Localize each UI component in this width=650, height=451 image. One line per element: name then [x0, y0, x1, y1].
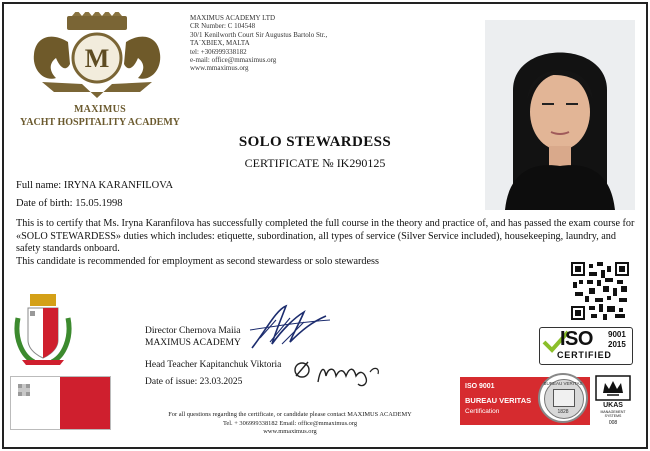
director-academy: MAXIMUS ACADEMY: [145, 338, 241, 348]
footer-web: www.mmaximus.org: [263, 428, 317, 436]
certificate-statement: This is to certify that Ms. Iryna Karanfilova has successfully completed the full course in the theory and practice of, and has passed the exam course for «SOLO STEWARDESS» duties which includes: etiquette, subordination, all types of service (Silver Service included), housekeeping, laundry, and safety standards onboard.: [16, 218, 635, 255]
address-cr-number: CR Number: C 104548: [190, 22, 256, 31]
head-teacher-label: Head Teacher Kapitanchuk Viktoria: [145, 360, 282, 370]
bv-seal: [538, 373, 588, 423]
full-name: Full name: IRYNA KARANFILOVA: [16, 180, 174, 191]
certificate-body: [16, 218, 636, 268]
lion-crest-icon: [22, 12, 172, 104]
ukas-badge: [593, 375, 633, 429]
bv-seal-text: BUREAU VERITAS: [543, 381, 583, 386]
address-email: e-mail: office@mmaximus.org: [190, 56, 277, 65]
malta-flag-icon: [10, 376, 111, 430]
ukas-number: 008: [608, 420, 618, 426]
ukas-label: UKAS: [603, 402, 623, 409]
address-web: www.mmaximus.org: [190, 64, 249, 73]
iso-number: 9001: [608, 330, 626, 339]
date-of-birth: Date of birth: 15.05.1998: [16, 198, 123, 209]
address-street: 30/1 Kenilworth Court Sir Augustus Bartolo Str.,: [190, 30, 328, 39]
iso-certified-badge: [539, 327, 633, 365]
footer-contact-line: For all questions regarding the certificate, or candidate please contact MAXIMUS ACADEMY: [168, 411, 412, 418]
signature-director: [246, 300, 332, 352]
director-label: Director Chernova Maiia: [145, 326, 241, 336]
bv-iso: ISO 9001: [465, 383, 495, 390]
iso-label: ISO: [560, 328, 593, 350]
footer-tel-email: Tel. + 306999338182 Email: office@mmaximus.org: [222, 419, 358, 427]
certificate-number: CERTIFICATE № IK290125: [244, 156, 386, 170]
address-tel: tel: +306999338182: [190, 47, 247, 56]
iso-year: 2015: [608, 340, 626, 349]
ukas-crown-icon: [595, 375, 631, 401]
bureau-veritas-badge: [460, 377, 590, 425]
bv-seal-year: 1828: [557, 409, 569, 415]
candidate-photo: [485, 20, 635, 210]
address-block: [190, 14, 410, 73]
malta-coat-of-arms-icon: [14, 294, 72, 366]
qr-code-icon: [571, 262, 629, 320]
iso-certified-label: CERTIFIED: [557, 350, 612, 360]
address-city: TA`XBIEX, MALTA: [190, 39, 250, 48]
signature-head-teacher: [292, 354, 384, 390]
footer: [120, 411, 460, 437]
crest-initial: M: [84, 44, 110, 73]
academy-name: MAXIMUS: [73, 104, 127, 115]
certificate-title: SOLO STEWARDESS: [238, 134, 392, 150]
ukas-sub: MANAGEMENT SYSTEMS: [600, 410, 626, 418]
academy-subtitle: YACHT HOSPITALITY ACADEMY: [19, 117, 181, 128]
date-of-issue: Date of issue: 23.03.2025: [145, 377, 243, 387]
bv-name: BUREAU VERITAS: [465, 396, 532, 405]
bv-certification: Certification: [465, 408, 500, 415]
address-company: MAXIMUS ACADEMY LTD: [190, 14, 276, 22]
certificate-recommendation: This candidate is recommended for employment as second stewardess or solo stewardess: [16, 255, 379, 267]
